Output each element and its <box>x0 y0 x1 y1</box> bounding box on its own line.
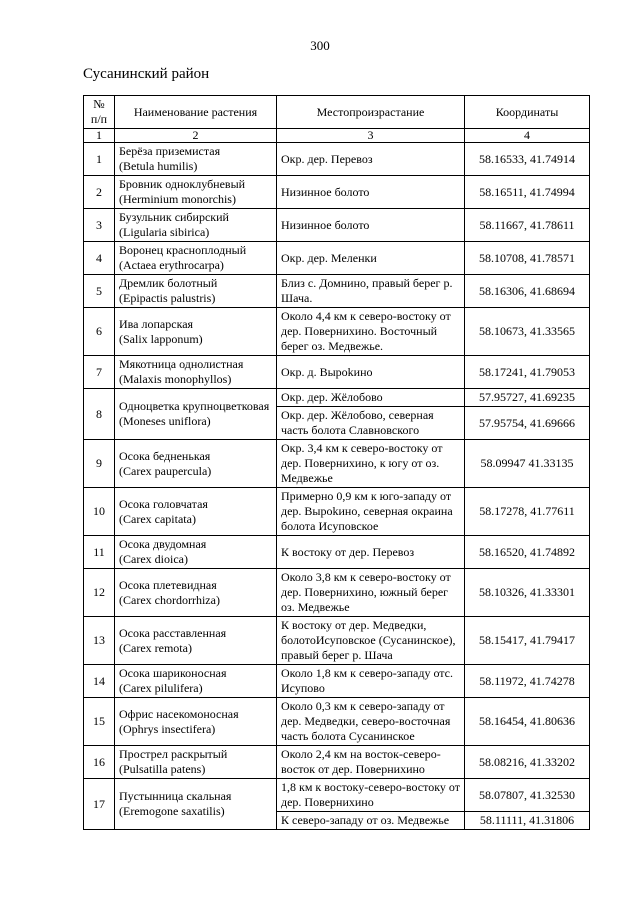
row-number: 16 <box>84 746 115 779</box>
table-row <box>84 143 590 176</box>
row-number: 10 <box>84 488 115 536</box>
plant-name-russian: Осока двудомная <box>119 537 207 551</box>
coordinates-cell: 58.16533, 41.74914 <box>465 143 590 176</box>
plant-name-russian: Осока расставленная <box>119 625 227 640</box>
location-cell: К востоку от дер. Медведки, болотоИсуповское (Сусанинское), правый берег р. Шача <box>277 617 465 665</box>
row-number: 14 <box>84 665 115 698</box>
plant-name-cell <box>115 779 277 830</box>
plant-name-latin: (Ligularia sibirica) <box>119 225 210 239</box>
plant-name-latin: (Herminium monorchis) <box>119 192 236 206</box>
plant-name-russian: Офрис насекомоносная <box>119 706 239 721</box>
table-row <box>84 746 590 779</box>
column-index: 1 <box>84 129 115 143</box>
coordinates-cell: 57.95754, 41.69666 <box>465 407 590 440</box>
header-num: № п/п <box>84 96 115 129</box>
location-cell: Низинное болото <box>277 209 465 242</box>
plant-name-latin: (Carex dioica) <box>119 552 188 566</box>
location-cell: Близ с. Домнино, правый берег р. Шача. <box>277 275 465 308</box>
plant-name-russian: Осока плетевидная <box>119 577 217 592</box>
plant-name-russian: Осока шариконосная <box>119 666 227 680</box>
location-cell: 1,8 км к востоку-северо-востоку от дер. Повернихино <box>277 779 465 812</box>
location-cell: Около 4,4 км к северо-востоку от дер. Повернихино. Восточный берег оз. Медвежье. <box>277 308 465 356</box>
header-location: Местопроизрастание <box>277 96 465 129</box>
table-row <box>84 440 590 488</box>
plant-name-russian: Осока бедненькая <box>119 448 211 463</box>
table-header-row <box>84 96 590 129</box>
plant-name-latin: (Carex capitata) <box>119 511 196 526</box>
plant-name-russian: Пустынница скальная <box>119 789 232 803</box>
column-index: 2 <box>115 129 277 143</box>
location-cell: Около 3,8 км к северо-востоку от дер. Повернихино, южный берег оз. Медвежье <box>277 569 465 617</box>
table-body <box>84 143 590 830</box>
column-index: 3 <box>277 129 465 143</box>
coordinates-cell: 58.17278, 41.77611 <box>465 488 590 536</box>
location-cell: Окр. 3,4 км к северо-востоку от дер. Повернихино, к югу от оз. Медвежье <box>277 440 465 488</box>
row-number: 7 <box>84 356 115 389</box>
plant-name-cell <box>115 698 277 746</box>
plant-name-latin: (Carex paupercula) <box>119 463 212 478</box>
row-number: 9 <box>84 440 115 488</box>
row-number: 15 <box>84 698 115 746</box>
row-number: 13 <box>84 617 115 665</box>
plant-name-cell <box>115 389 277 440</box>
coordinates-cell: 58.11667, 41.78611 <box>465 209 590 242</box>
row-number: 6 <box>84 308 115 356</box>
coordinates-cell: 58.16511, 41.74994 <box>465 176 590 209</box>
coordinates-cell: 58.16520, 41.74892 <box>465 536 590 569</box>
table-row <box>84 779 590 812</box>
plant-name-latin: (Moneses uniflora) <box>119 414 211 428</box>
plant-name-cell <box>115 176 277 209</box>
plant-name-russian: Воронец красноплодный <box>119 243 247 257</box>
row-number: 2 <box>84 176 115 209</box>
row-number: 12 <box>84 569 115 617</box>
row-number: 8 <box>84 389 115 440</box>
plant-name-cell <box>115 308 277 356</box>
column-index-row <box>84 129 590 143</box>
plant-name-latin: (Ophrys insectifera) <box>119 721 216 736</box>
plant-name-latin: (Pulsatilla patens) <box>119 762 206 776</box>
location-cell: К северо-западу от оз. Медвежье <box>277 812 465 830</box>
plant-name-cell <box>115 536 277 569</box>
row-number: 3 <box>84 209 115 242</box>
plant-name-russian: Бузульник сибирский <box>119 210 229 224</box>
location-cell: Примерно 0,9 км к юго-западу от дер. Выроkино, северная окраина болота Исуповское <box>277 488 465 536</box>
location-cell: Окр. дер. Жёлобово <box>277 389 465 407</box>
coordinates-cell: 58.11972, 41.74278 <box>465 665 590 698</box>
table-row <box>84 275 590 308</box>
row-number: 5 <box>84 275 115 308</box>
plant-name-russian: Ива лопарская <box>119 316 194 331</box>
plant-name-cell <box>115 242 277 275</box>
row-number: 11 <box>84 536 115 569</box>
plant-name-latin: (Carex chordorrhiza) <box>119 592 220 607</box>
species-table <box>83 95 590 830</box>
coordinates-cell: 58.10326, 41.33301 <box>465 569 590 617</box>
coordinates-cell: 58.09947 41.33135 <box>465 440 590 488</box>
table-row <box>84 242 590 275</box>
coordinates-cell: 58.16454, 41.80636 <box>465 698 590 746</box>
plant-name-cell <box>115 569 277 617</box>
plant-name-latin: (Actaea erythrocarpa) <box>119 258 224 272</box>
plant-name-cell <box>115 488 277 536</box>
header-name: Наименование растения <box>115 96 277 129</box>
table-row <box>84 389 590 407</box>
coordinates-cell: 58.10708, 41.78571 <box>465 242 590 275</box>
coordinates-cell: 58.15417, 41.79417 <box>465 617 590 665</box>
location-cell: Окр. дер. Жёлобово, северная часть болота Славновского <box>277 407 465 440</box>
coordinates-cell: 58.08216, 41.33202 <box>465 746 590 779</box>
table-row <box>84 569 590 617</box>
location-cell: К востоку от дер. Перевоз <box>277 536 465 569</box>
table-row <box>84 488 590 536</box>
coordinates-cell: 58.17241, 41.79053 <box>465 356 590 389</box>
table-row <box>84 698 590 746</box>
plant-name-cell <box>115 440 277 488</box>
coordinates-cell: 58.07807, 41.32530 <box>465 779 590 812</box>
plant-name-cell <box>115 143 277 176</box>
row-number: 1 <box>84 143 115 176</box>
table-row <box>84 617 590 665</box>
table-row <box>84 176 590 209</box>
location-cell: Низинное болото <box>277 176 465 209</box>
coordinates-cell: 57.95727, 41.69235 <box>465 389 590 407</box>
plant-name-cell <box>115 275 277 308</box>
plant-name-russian: Мякотница однолистная <box>119 357 244 371</box>
coordinates-cell: 58.11111, 41.31806 <box>465 812 590 830</box>
page-number: 300 <box>310 38 330 53</box>
coordinates-cell: 58.16306, 41.68694 <box>465 275 590 308</box>
table-row <box>84 308 590 356</box>
plant-name-latin: (Carex pilulifera) <box>119 681 203 695</box>
plant-name-latin: (Salix lapponum) <box>119 331 203 346</box>
header-coords: Координаты <box>465 96 590 129</box>
location-cell: Окр. дер. Перевоз <box>277 143 465 176</box>
plant-name-russian: Осока головчатая <box>119 496 208 511</box>
plant-name-russian: Бровник одноклубневый <box>119 177 246 191</box>
row-number: 17 <box>84 779 115 830</box>
plant-name-russian: Дремлик болотный <box>119 276 218 290</box>
row-number: 4 <box>84 242 115 275</box>
location-cell: Около 2,4 км на восток-северо-восток от дер. Повернихино <box>277 746 465 779</box>
plant-name-cell <box>115 746 277 779</box>
plant-name-russian: Одноцветка крупноцветковая <box>119 399 270 413</box>
plant-name-cell <box>115 665 277 698</box>
plant-name-cell <box>115 617 277 665</box>
column-index: 4 <box>465 129 590 143</box>
table-row <box>84 536 590 569</box>
plant-name-russian: Прострел раскрытый <box>119 747 228 761</box>
plant-name-latin: (Malaxis monophyllos) <box>119 372 232 386</box>
plant-name-cell <box>115 356 277 389</box>
plant-name-latin: (Epipactis palustris) <box>119 291 216 305</box>
location-cell: Окр. д. Выроkино <box>277 356 465 389</box>
table-row <box>84 209 590 242</box>
location-cell: Около 0,3 км к северо-западу от дер. Медведки, северо-восточная часть болота Сусанинское <box>277 698 465 746</box>
coordinates-cell: 58.10673, 41.33565 <box>465 308 590 356</box>
table-row <box>84 356 590 389</box>
table-row <box>84 665 590 698</box>
plant-name-latin: (Betula humilis) <box>119 159 198 173</box>
plant-name-cell <box>115 209 277 242</box>
district-title: Сусанинский район <box>83 66 210 82</box>
location-cell: Около 1,8 км к северо-западу отс. Исупово <box>277 665 465 698</box>
plant-name-russian: Берёза приземистая <box>119 144 221 158</box>
location-cell: Окр. дер. Меленки <box>277 242 465 275</box>
plant-name-latin: (Carex remota) <box>119 640 192 655</box>
plant-name-latin: (Eremogone saxatilis) <box>119 804 225 818</box>
